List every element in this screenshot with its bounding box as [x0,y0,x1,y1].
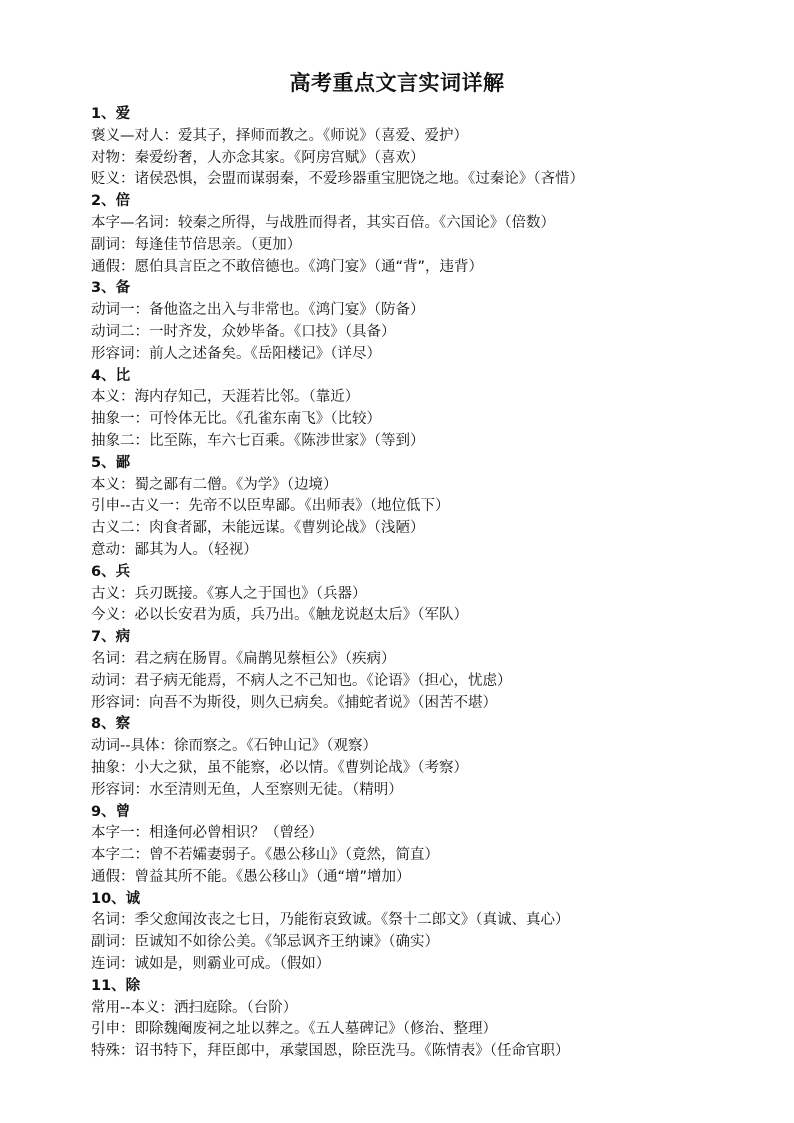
word-heading: 9、曾 [91,803,131,820]
definition-line: 抽象一：可怜体无比。《孔雀东南飞》（比较） [91,411,381,428]
word-entry [91,191,771,278]
definition-line: 本字一：相逢何必曾相识？（曾经） [91,825,323,842]
word-entry [91,889,771,976]
definition-line: 本字二：曾不若孀妻弱子。《愚公移山》（竟然，简直） [91,847,439,864]
word-heading: 6、兵 [91,563,131,580]
definition-line: 今义：必以长安君为质，兵乃出。《触龙说赵太后》（军队） [91,607,468,624]
word-entry [91,104,771,191]
word-entry [91,627,771,714]
definition-line: 古义：兵刃既接。《寡人之于国也》（兵器） [91,585,367,602]
word-entry [91,802,771,889]
definition-line: 动词二：一时齐发，众妙毕备。《口技》（具备） [91,323,396,340]
definition-line: 通假：曾益其所不能。《愚公移山》（通“增”增加） [91,868,411,885]
definition-line: 抽象：小大之狱，虽不能察，必以情。《曹刿论战》（考察） [91,759,468,776]
definition-line: 常用--本义：洒扫庭除。（台阶） [91,999,298,1016]
definition-line: 引申--古义一：先帝不以臣卑鄙。《出师表》（地位低下） [91,498,450,515]
word-heading: 7、病 [91,629,131,646]
definition-line: 对物：秦爱纷奢，人亦念其家。《阿房宫赋》（喜欢） [91,149,425,166]
word-entry [91,714,771,801]
definition-line: 通假：愿伯具言臣之不敢倍德也。《鸿门宴》（通“背”，违背） [91,258,484,275]
document-body [91,104,771,1063]
word-entry [91,453,771,562]
word-entry [91,278,771,365]
definition-line: 副词：每逢佳节倍思亲。（更加） [91,236,302,253]
word-heading: 8、察 [91,716,131,733]
word-heading: 10、诚 [91,890,141,907]
definition-line: 本字—名词：较秦之所得，与战胜而得者，其实百倍。《六国论》（倍数） [91,214,555,231]
definition-line: 形容词：水至清则无鱼，人至察则无徒。（精明） [91,781,403,798]
definition-line: 古义二：肉食者鄙，未能远谋。《曹刿论战》（浅陋） [91,520,425,537]
word-entry [91,366,771,453]
definition-line: 动词--具体：徐而察之。《石钟山记》（观察） [91,738,377,755]
definition-line: 意动：鄙其为人。（轻视） [91,541,258,558]
word-entry [91,976,771,1063]
word-heading: 2、倍 [91,193,131,210]
definition-line: 名词：季父愈闻汝丧之七日，乃能衔哀致诚。《祭十二郎文》（真诚、真心） [91,912,570,929]
definition-line: 褒义—对人：爱其子，择师而教之。《师说》（喜爱、爱护） [91,127,468,144]
definition-line: 名词：君之病在肠胃。《扁鹊见蔡桓公》（疾病） [91,650,396,667]
definition-line: 副词：臣诚知不如徐公美。《邹忌讽齐王纳谏》（确实） [91,934,439,951]
definition-line: 动词：君子病无能焉，不病人之不己知也。《论语》（担心，忧虑） [91,672,512,689]
definition-line: 动词一：备他盗之出入与非常也。《鸿门宴》（防备） [91,302,425,319]
word-heading: 3、备 [91,280,131,297]
word-heading: 4、比 [91,367,131,384]
definition-line: 连词：诚如是，则霸业可成。（假如） [91,956,331,973]
word-entry [91,562,771,627]
definition-line: 引申：即除魏阉废祠之址以葬之。《五人墓碑记》（修治、整理） [91,1021,497,1038]
word-heading: 5、鄙 [91,454,131,471]
word-heading: 11、除 [91,977,141,994]
definition-line: 贬义：诸侯恐惧，会盟而谋弱秦，不爱珍器重宝肥饶之地。《过秦论》（吝惜） [91,171,584,188]
definition-line: 形容词：向吾不为斯役，则久已病矣。《捕蛇者说》（困苦不堪） [91,694,497,711]
definition-line: 形容词：前人之述备矣。《岳阳楼记》（详尽） [91,345,381,362]
definition-line: 抽象二：比至陈，车六七百乘。《陈涉世家》（等到） [91,432,425,449]
definition-line: 本义：蜀之鄙有二僧。《为学》（边境） [91,476,338,493]
definition-line: 本义：海内存知己，天涯若比邻。（靠近） [91,389,360,406]
document-title: 高考重点文言实词详解 [289,71,505,95]
definition-line: 特殊：诏书特下，拜臣郎中，承蒙国恩，除臣洗马。《陈情表》（任命官职） [91,1043,570,1060]
word-heading: 1、爱 [91,106,131,122]
